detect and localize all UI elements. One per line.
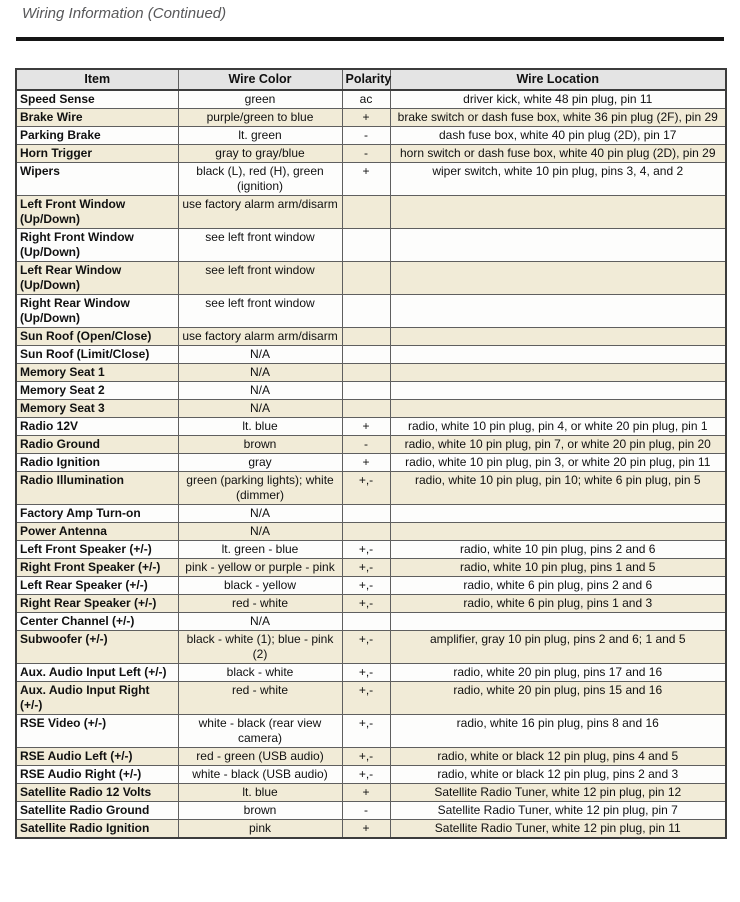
cell-polarity: +,- <box>342 664 390 682</box>
cell-item: Sun Roof (Open/Close) <box>16 328 178 346</box>
cell-wire-color: lt. green <box>178 127 342 145</box>
cell-item: Right Rear Window (Up/Down) <box>16 295 178 328</box>
cell-item: Factory Amp Turn-on <box>16 505 178 523</box>
cell-item: RSE Audio Right (+/-) <box>16 766 178 784</box>
cell-wire-location: radio, white 10 pin plug, pin 10; white 6 pin plug, pin 5 <box>390 472 726 505</box>
cell-wire-location <box>390 346 726 364</box>
cell-wire-color: black (L), red (H), green (ignition) <box>178 163 342 196</box>
cell-wire-location: radio, white 6 pin plug, pins 2 and 6 <box>390 577 726 595</box>
cell-wire-color: N/A <box>178 346 342 364</box>
cell-item: RSE Audio Left (+/-) <box>16 748 178 766</box>
cell-polarity: +,- <box>342 715 390 748</box>
cell-polarity: +,- <box>342 559 390 577</box>
cell-polarity: + <box>342 418 390 436</box>
cell-item: Radio Illumination <box>16 472 178 505</box>
cell-item: Subwoofer (+/-) <box>16 631 178 664</box>
table-row <box>16 127 726 145</box>
table-row <box>16 505 726 523</box>
cell-item: Right Rear Speaker (+/-) <box>16 595 178 613</box>
cell-wire-color: black - white (1); blue - pink (2) <box>178 631 342 664</box>
column-header-polarity: Polarity <box>342 69 390 90</box>
wiring-table-body <box>16 90 726 838</box>
cell-polarity: + <box>342 109 390 127</box>
cell-wire-color: white - black (USB audio) <box>178 766 342 784</box>
cell-wire-location: dash fuse box, white 40 pin plug (2D), pin 17 <box>390 127 726 145</box>
cell-wire-color: N/A <box>178 523 342 541</box>
table-row <box>16 541 726 559</box>
table-row <box>16 196 726 229</box>
column-header-wire-location: Wire Location <box>390 69 726 90</box>
cell-wire-location <box>390 613 726 631</box>
cell-item: Aux. Audio Input Left (+/-) <box>16 664 178 682</box>
cell-item: Brake Wire <box>16 109 178 127</box>
cell-wire-location: radio, white 10 pin plug, pin 4, or white 20 pin plug, pin 1 <box>390 418 726 436</box>
cell-polarity <box>342 613 390 631</box>
cell-wire-location: Satellite Radio Tuner, white 12 pin plug, pin 12 <box>390 784 726 802</box>
cell-wire-location: brake switch or dash fuse box, white 36 pin plug (2F), pin 29 <box>390 109 726 127</box>
cell-polarity: + <box>342 820 390 839</box>
cell-polarity: +,- <box>342 472 390 505</box>
cell-item: Memory Seat 2 <box>16 382 178 400</box>
cell-wire-color: gray <box>178 454 342 472</box>
cell-wire-color: lt. green - blue <box>178 541 342 559</box>
title-divider <box>16 37 724 41</box>
cell-polarity: +,- <box>342 748 390 766</box>
cell-item: Radio Ignition <box>16 454 178 472</box>
table-row <box>16 748 726 766</box>
wiring-information-table <box>15 68 727 839</box>
table-header <box>16 69 726 90</box>
cell-item: Memory Seat 3 <box>16 400 178 418</box>
cell-item: RSE Video (+/-) <box>16 715 178 748</box>
cell-wire-color: N/A <box>178 505 342 523</box>
cell-item: Right Front Window (Up/Down) <box>16 229 178 262</box>
cell-wire-location <box>390 400 726 418</box>
cell-wire-location: Satellite Radio Tuner, white 12 pin plug, pin 11 <box>390 820 726 839</box>
cell-wire-location <box>390 523 726 541</box>
cell-wire-color: see left front window <box>178 262 342 295</box>
cell-item: Radio Ground <box>16 436 178 454</box>
cell-wire-location: radio, white 20 pin plug, pins 15 and 16 <box>390 682 726 715</box>
table-row <box>16 382 726 400</box>
cell-polarity <box>342 196 390 229</box>
cell-polarity: + <box>342 454 390 472</box>
cell-wire-color: N/A <box>178 400 342 418</box>
cell-wire-location <box>390 382 726 400</box>
cell-item: Right Front Speaker (+/-) <box>16 559 178 577</box>
cell-wire-color: white - black (rear view camera) <box>178 715 342 748</box>
cell-item: Radio 12V <box>16 418 178 436</box>
cell-item: Horn Trigger <box>16 145 178 163</box>
cell-wire-color: red - green (USB audio) <box>178 748 342 766</box>
table-row <box>16 145 726 163</box>
table-row <box>16 766 726 784</box>
column-header-wire-color: Wire Color <box>178 69 342 90</box>
cell-wire-location: amplifier, gray 10 pin plug, pins 2 and 6; 1 and 5 <box>390 631 726 664</box>
cell-polarity: +,- <box>342 595 390 613</box>
cell-item: Power Antenna <box>16 523 178 541</box>
cell-polarity: - <box>342 127 390 145</box>
cell-polarity <box>342 229 390 262</box>
cell-polarity: +,- <box>342 541 390 559</box>
table-row <box>16 613 726 631</box>
table-row <box>16 418 726 436</box>
table-row <box>16 595 726 613</box>
cell-wire-color: use factory alarm arm/disarm <box>178 328 342 346</box>
cell-item: Satellite Radio 12 Volts <box>16 784 178 802</box>
cell-item: Sun Roof (Limit/Close) <box>16 346 178 364</box>
cell-polarity: - <box>342 436 390 454</box>
cell-wire-color: lt. blue <box>178 784 342 802</box>
table-row <box>16 400 726 418</box>
table-row <box>16 631 726 664</box>
cell-polarity: +,- <box>342 682 390 715</box>
cell-polarity <box>342 505 390 523</box>
cell-wire-location: radio, white 10 pin plug, pins 2 and 6 <box>390 541 726 559</box>
cell-wire-color: N/A <box>178 364 342 382</box>
cell-wire-color: see left front window <box>178 295 342 328</box>
cell-wire-location <box>390 229 726 262</box>
cell-polarity: +,- <box>342 577 390 595</box>
cell-wire-color: pink <box>178 820 342 839</box>
cell-item: Center Channel (+/-) <box>16 613 178 631</box>
cell-polarity <box>342 295 390 328</box>
cell-polarity <box>342 382 390 400</box>
cell-polarity <box>342 364 390 382</box>
cell-item: Wipers <box>16 163 178 196</box>
cell-item: Left Front Speaker (+/-) <box>16 541 178 559</box>
table-row <box>16 682 726 715</box>
cell-item: Parking Brake <box>16 127 178 145</box>
cell-wire-color: purple/green to blue <box>178 109 342 127</box>
cell-polarity <box>342 523 390 541</box>
cell-wire-color: N/A <box>178 382 342 400</box>
cell-polarity <box>342 328 390 346</box>
cell-wire-color: pink - yellow or purple - pink <box>178 559 342 577</box>
cell-polarity <box>342 346 390 364</box>
cell-wire-color: green <box>178 90 342 109</box>
table-row <box>16 559 726 577</box>
cell-polarity: +,- <box>342 766 390 784</box>
cell-item: Memory Seat 1 <box>16 364 178 382</box>
cell-wire-color: see left front window <box>178 229 342 262</box>
table-row <box>16 346 726 364</box>
table-row <box>16 577 726 595</box>
cell-wire-color: red - white <box>178 595 342 613</box>
cell-polarity: - <box>342 145 390 163</box>
table-row <box>16 229 726 262</box>
cell-wire-location <box>390 295 726 328</box>
table-row <box>16 328 726 346</box>
table-row <box>16 523 726 541</box>
cell-polarity: - <box>342 802 390 820</box>
column-header-item: Item <box>16 69 178 90</box>
table-row <box>16 364 726 382</box>
cell-wire-color: brown <box>178 436 342 454</box>
cell-wire-color: gray to gray/blue <box>178 145 342 163</box>
cell-wire-location: radio, white 16 pin plug, pins 8 and 16 <box>390 715 726 748</box>
table-row <box>16 472 726 505</box>
cell-wire-location: radio, white 10 pin plug, pin 7, or white 20 pin plug, pin 20 <box>390 436 726 454</box>
cell-item: Left Rear Speaker (+/-) <box>16 577 178 595</box>
cell-wire-location: radio, white or black 12 pin plug, pins 4 and 5 <box>390 748 726 766</box>
cell-polarity: ac <box>342 90 390 109</box>
table-row <box>16 90 726 109</box>
cell-wire-color: black - white <box>178 664 342 682</box>
table-row <box>16 163 726 196</box>
cell-polarity <box>342 262 390 295</box>
cell-wire-color: use factory alarm arm/disarm <box>178 196 342 229</box>
cell-wire-location <box>390 364 726 382</box>
cell-polarity <box>342 400 390 418</box>
cell-wire-location: radio, white or black 12 pin plug, pins 2 and 3 <box>390 766 726 784</box>
table-row <box>16 295 726 328</box>
cell-wire-location: driver kick, white 48 pin plug, pin 11 <box>390 90 726 109</box>
cell-wire-color: N/A <box>178 613 342 631</box>
cell-wire-location <box>390 262 726 295</box>
cell-polarity: + <box>342 163 390 196</box>
cell-item: Left Rear Window (Up/Down) <box>16 262 178 295</box>
page-title: Wiring Information (Continued) <box>22 5 227 22</box>
table-row <box>16 784 726 802</box>
table-row <box>16 664 726 682</box>
cell-wire-color: lt. blue <box>178 418 342 436</box>
cell-wire-location: radio, white 6 pin plug, pins 1 and 3 <box>390 595 726 613</box>
cell-wire-color: brown <box>178 802 342 820</box>
table-row <box>16 262 726 295</box>
cell-item: Aux. Audio Input Right (+/-) <box>16 682 178 715</box>
cell-wire-location <box>390 196 726 229</box>
cell-wire-location: radio, white 10 pin plug, pin 3, or white 20 pin plug, pin 11 <box>390 454 726 472</box>
table-row <box>16 109 726 127</box>
cell-wire-color: green (parking lights); white (dimmer) <box>178 472 342 505</box>
cell-item: Satellite Radio Ignition <box>16 820 178 839</box>
cell-wire-location: radio, white 10 pin plug, pins 1 and 5 <box>390 559 726 577</box>
cell-polarity: +,- <box>342 631 390 664</box>
table-row <box>16 820 726 839</box>
cell-item: Satellite Radio Ground <box>16 802 178 820</box>
table-row <box>16 715 726 748</box>
cell-wire-location <box>390 505 726 523</box>
cell-wire-location: horn switch or dash fuse box, white 40 pin plug (2D), pin 29 <box>390 145 726 163</box>
cell-wire-color: red - white <box>178 682 342 715</box>
table-row <box>16 802 726 820</box>
cell-wire-color: black - yellow <box>178 577 342 595</box>
cell-wire-location: radio, white 20 pin plug, pins 17 and 16 <box>390 664 726 682</box>
table-row <box>16 436 726 454</box>
cell-wire-location: wiper switch, white 10 pin plug, pins 3, 4, and 2 <box>390 163 726 196</box>
cell-polarity: + <box>342 784 390 802</box>
header-row <box>16 69 726 90</box>
cell-item: Speed Sense <box>16 90 178 109</box>
cell-item: Left Front Window (Up/Down) <box>16 196 178 229</box>
table-row <box>16 454 726 472</box>
cell-wire-location: Satellite Radio Tuner, white 12 pin plug, pin 7 <box>390 802 726 820</box>
cell-wire-location <box>390 328 726 346</box>
